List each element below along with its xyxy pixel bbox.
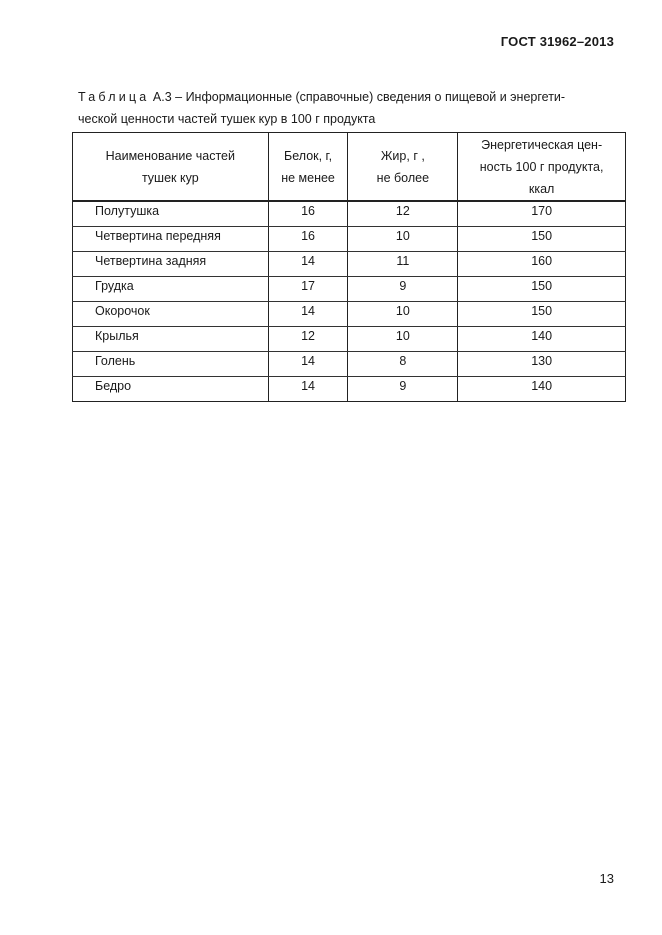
- cell-fat: 8: [348, 352, 458, 377]
- caption-label: Таблица: [78, 90, 150, 104]
- cell-protein: 17: [268, 277, 348, 302]
- header-protein: [268, 133, 348, 202]
- cell-part-name: Окорочок: [73, 302, 269, 327]
- cell-energy: 170: [458, 201, 626, 227]
- cell-energy: 140: [458, 377, 626, 402]
- cell-fat: 11: [348, 252, 458, 277]
- header-line: ность 100 г продукта,: [479, 159, 604, 174]
- caption-title-start: А.3 – Информационные (справочные) сведения о пищевой и энергети-: [152, 90, 566, 104]
- table-row: [73, 227, 626, 252]
- table-row: [73, 352, 626, 377]
- cell-protein: 12: [268, 327, 348, 352]
- cell-energy: 160: [458, 252, 626, 277]
- cell-part-name: Четвертина задняя: [73, 252, 269, 277]
- header-fat: [348, 133, 458, 202]
- cell-protein: 14: [268, 377, 348, 402]
- header-part-name: [73, 133, 269, 202]
- cell-energy: 150: [458, 277, 626, 302]
- header-line: Белок, г,: [284, 148, 333, 163]
- table-row: [73, 201, 626, 227]
- cell-fat: 10: [348, 327, 458, 352]
- cell-energy: 150: [458, 302, 626, 327]
- cell-part-name: Голень: [73, 352, 269, 377]
- table-row: [73, 377, 626, 402]
- cell-fat: 10: [348, 227, 458, 252]
- caption-line-2: ческой ценности частей тушек кур в 100 г продукта: [78, 112, 376, 126]
- cell-energy: 130: [458, 352, 626, 377]
- cell-part-name: Полутушка: [73, 201, 269, 227]
- cell-protein: 14: [268, 352, 348, 377]
- page-number: 13: [599, 871, 614, 886]
- cell-energy: 140: [458, 327, 626, 352]
- header-energy: [458, 133, 626, 202]
- cell-fat: 9: [348, 277, 458, 302]
- header-line: не менее: [281, 170, 335, 185]
- cell-part-name: Четвертина передняя: [73, 227, 269, 252]
- table-row: [73, 277, 626, 302]
- caption-line-1: [78, 86, 618, 108]
- header-line: Энергетическая цен-: [481, 137, 603, 152]
- header-line: ккал: [528, 181, 555, 196]
- header-line: Жир, г ,: [380, 148, 425, 163]
- cell-energy: 150: [458, 227, 626, 252]
- table-row: [73, 302, 626, 327]
- cell-protein: 14: [268, 302, 348, 327]
- cell-fat: 9: [348, 377, 458, 402]
- cell-protein: 16: [268, 227, 348, 252]
- table-caption: [78, 86, 618, 130]
- cell-fat: 12: [348, 201, 458, 227]
- table-header-row: [73, 133, 626, 202]
- header-line: не более: [376, 170, 430, 185]
- document-code: ГОСТ 31962–2013: [500, 34, 614, 49]
- cell-protein: 14: [268, 252, 348, 277]
- cell-fat: 10: [348, 302, 458, 327]
- table-row: [73, 252, 626, 277]
- header-line: Наименование частей: [105, 148, 235, 163]
- table-row: [73, 327, 626, 352]
- header-line: тушек кур: [141, 170, 199, 185]
- cell-protein: 16: [268, 201, 348, 227]
- cell-part-name: Бедро: [73, 377, 269, 402]
- nutrition-table: [72, 132, 626, 402]
- cell-part-name: Крылья: [73, 327, 269, 352]
- cell-part-name: Грудка: [73, 277, 269, 302]
